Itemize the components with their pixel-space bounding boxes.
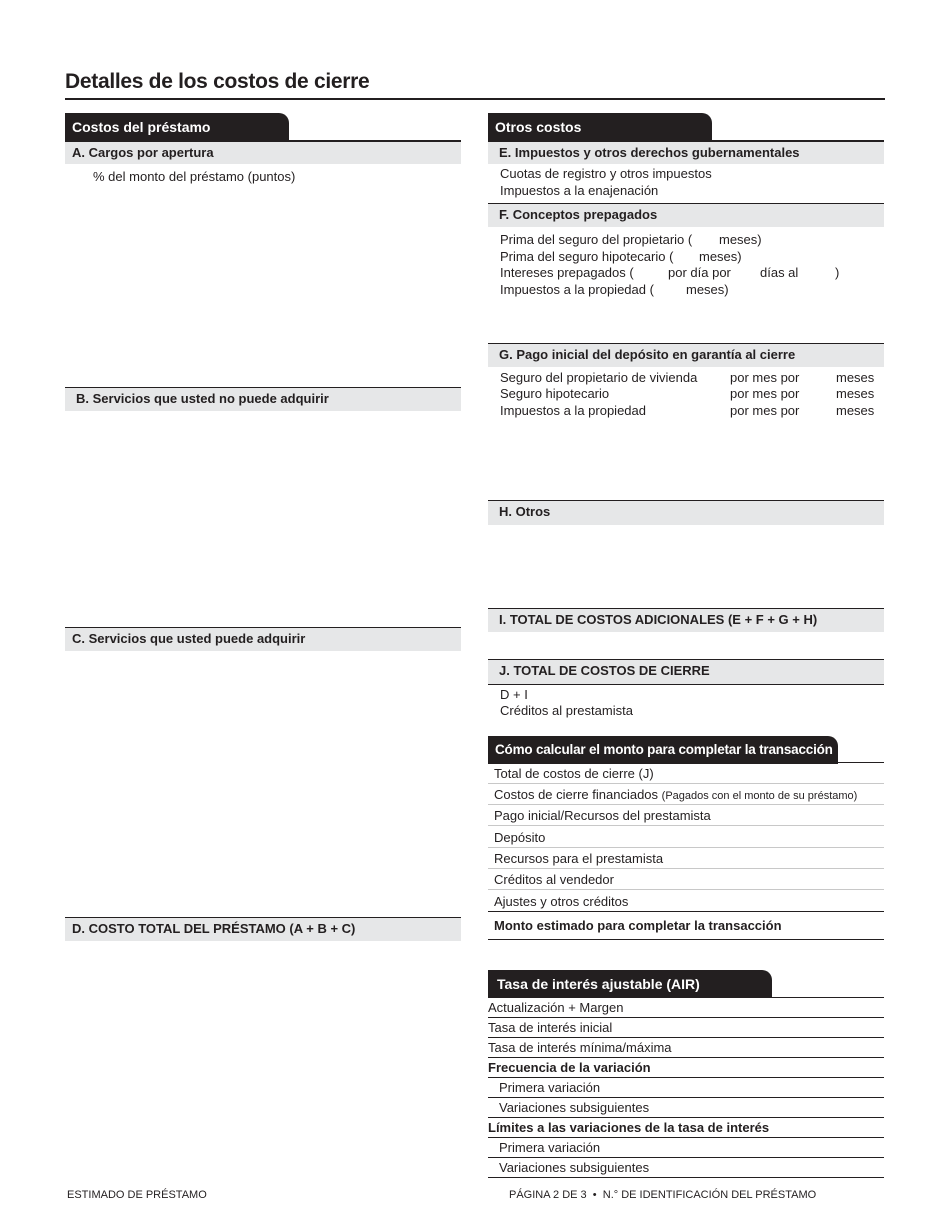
section-f-line: meses) bbox=[699, 249, 742, 264]
air-row: Frecuencia de la variación bbox=[488, 1058, 884, 1078]
air-row: Tasa de interés inicial bbox=[488, 1018, 884, 1038]
air-row: Variaciones subsiguientes bbox=[488, 1158, 884, 1178]
section-f-line: Impuestos a la propiedad ( bbox=[500, 282, 654, 297]
section-f-line: meses) bbox=[719, 232, 762, 247]
escrow-unit: meses bbox=[836, 386, 875, 401]
air-row: Actualización + Margen bbox=[488, 998, 884, 1018]
footer-loan-id: N.° DE IDENTIFICACIÓN DEL PRÉSTAMO bbox=[602, 1189, 817, 1201]
section-j-header: J. TOTAL DE COSTOS DE CIERRE bbox=[488, 659, 884, 685]
escrow-per: por mes por bbox=[730, 370, 800, 385]
calc-row: Recursos para el prestamista bbox=[488, 848, 884, 869]
footer-left: ESTIMADO DE PRÉSTAMO bbox=[67, 1189, 207, 1201]
section-j-line: Créditos al prestamista bbox=[500, 703, 633, 718]
air-row: Variaciones subsiguientes bbox=[488, 1098, 884, 1118]
section-f-header: F. Conceptos prepagados bbox=[488, 203, 884, 227]
section-f-line: días al bbox=[760, 265, 799, 280]
section-h-header: H. Otros bbox=[488, 500, 884, 525]
footer-page: PÁGINA 2 DE 3 bbox=[509, 1189, 587, 1201]
section-f-line: meses) bbox=[686, 282, 729, 297]
section-a-header: A. Cargos por apertura bbox=[65, 141, 461, 164]
section-e-line: Impuestos a la enajenación bbox=[500, 183, 659, 198]
calc-row: Créditos al vendedor bbox=[488, 869, 884, 890]
section-c-header: C. Servicios que usted puede adquirir bbox=[65, 627, 461, 651]
section-f-line: Prima del seguro hipotecario ( bbox=[500, 249, 674, 264]
origination-points-line: % del monto del préstamo (puntos) bbox=[93, 169, 296, 184]
escrow-item: Seguro del propietario de vivienda bbox=[500, 370, 698, 385]
other-costs-tab: Otros costos bbox=[488, 113, 712, 141]
title-rule bbox=[65, 98, 885, 100]
section-j-line: D + I bbox=[500, 687, 528, 702]
escrow-item: Seguro hipotecario bbox=[500, 386, 610, 401]
escrow-unit: meses bbox=[836, 403, 875, 418]
section-i-header: I. TOTAL DE COSTOS ADICIONALES (E + F + G + H) bbox=[488, 608, 884, 632]
air-row: Límites a las variaciones de la tasa de interés bbox=[488, 1118, 884, 1138]
calc-row: Total de costos de cierre (J) bbox=[488, 763, 884, 784]
air-row: Tasa de interés mínima/máxima bbox=[488, 1038, 884, 1058]
calc-row bbox=[488, 784, 884, 805]
calc-row: Pago inicial/Recursos del prestamista bbox=[488, 805, 884, 826]
section-f-line: Intereses prepagados ( bbox=[500, 265, 634, 280]
calc-row-note: (Pagados con el monto de su préstamo) bbox=[661, 790, 858, 802]
section-b-header: B. Servicios que usted no puede adquirir bbox=[65, 387, 461, 411]
section-e-line: Cuotas de registro y otros impuestos bbox=[500, 166, 712, 181]
section-g-header: G. Pago inicial del depósito en garantía al cierre bbox=[488, 343, 884, 367]
air-row: Primera variación bbox=[488, 1138, 884, 1158]
section-f-line: por día por bbox=[668, 265, 731, 280]
calc-row: Depósito bbox=[488, 827, 884, 848]
page-title: Detalles de los costos de cierre bbox=[65, 70, 370, 93]
section-e-header: E. Impuestos y otros derechos gubernamentales bbox=[488, 141, 884, 164]
air-tab: Tasa de interés ajustable (AIR) bbox=[488, 970, 772, 998]
escrow-item: Impuestos a la propiedad bbox=[500, 403, 646, 418]
section-f-line: Prima del seguro del propietario ( bbox=[500, 232, 693, 247]
section-f-line: ) bbox=[835, 265, 840, 280]
calc-total-row: Monto estimado para completar la transacción bbox=[488, 912, 884, 940]
calc-row-label: Costos de cierre financiados bbox=[494, 787, 659, 802]
escrow-per: por mes por bbox=[730, 386, 800, 401]
escrow-per: por mes por bbox=[730, 403, 800, 418]
air-row: Primera variación bbox=[488, 1078, 884, 1098]
footer-separator: • bbox=[592, 1189, 597, 1201]
calc-row: Ajustes y otros créditos bbox=[488, 891, 884, 912]
escrow-unit: meses bbox=[836, 370, 875, 385]
footer-right bbox=[509, 1189, 816, 1201]
section-d-header: D. COSTO TOTAL DEL PRÉSTAMO (A + B + C) bbox=[65, 917, 461, 941]
loan-costs-tab: Costos del préstamo bbox=[65, 113, 289, 141]
calc-tab: Cómo calcular el monto para completar la transacción bbox=[488, 736, 838, 764]
